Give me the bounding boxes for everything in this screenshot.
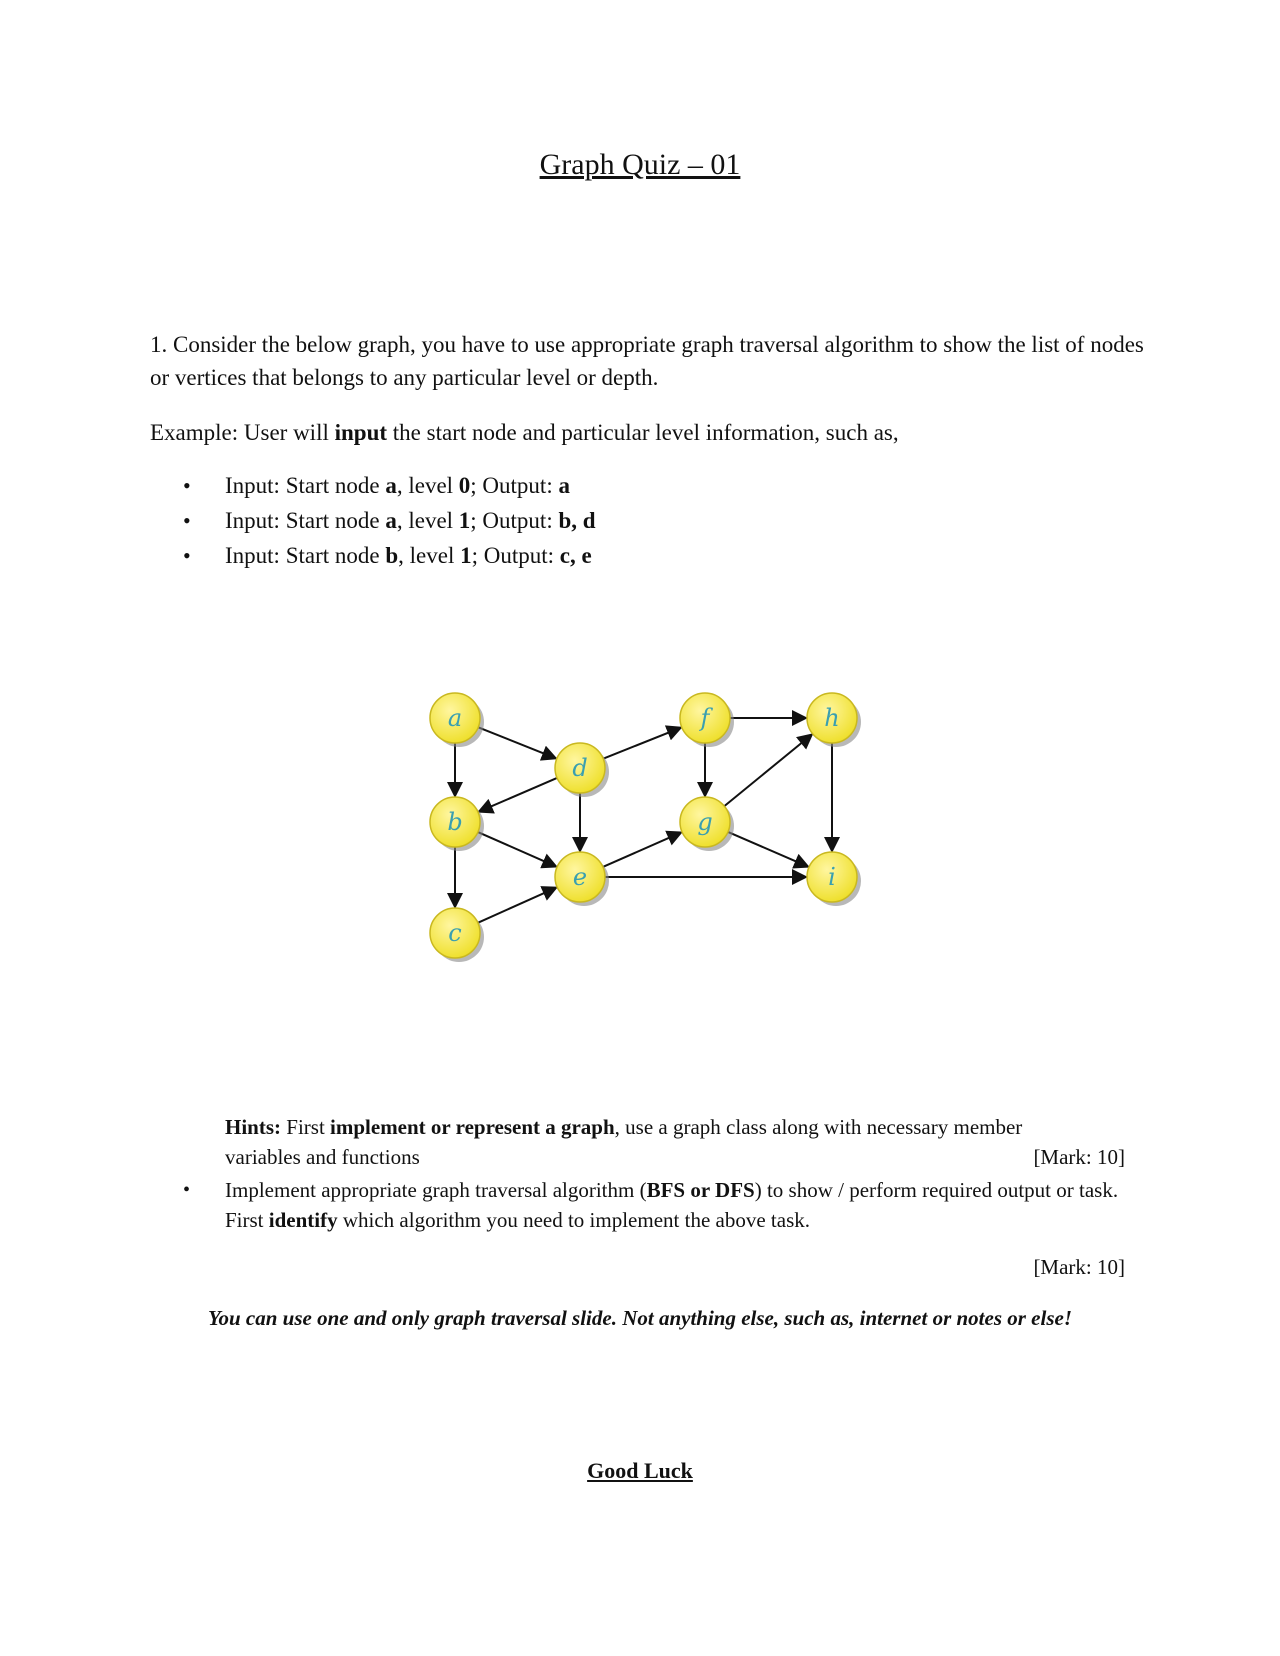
edge-d-f (603, 728, 681, 759)
list-item: • Implement appropriate graph traversal algorithm (BFS or DFS) to show / perform required output or task. First identify which algorithm you need to implement the above task. (150, 1175, 1125, 1235)
example-pre: Example: User will (150, 420, 335, 445)
node-label-d: d (572, 754, 588, 782)
node-h (807, 693, 861, 747)
example-bold: input (334, 420, 388, 445)
node-d (555, 743, 609, 797)
mark-label: [Mark: 10] (1033, 1145, 1125, 1169)
edge-c-e (478, 888, 556, 923)
node-label-g: g (697, 808, 713, 836)
node-a (430, 693, 484, 747)
hints-block (225, 1112, 1125, 1172)
node-f (680, 693, 734, 747)
node-c (430, 908, 484, 962)
node-b (430, 797, 484, 851)
page-title: Graph Quiz – 01 (539, 148, 741, 181)
edge-g-i (728, 832, 808, 867)
instruction-note: You can use one and only graph traversal slide. Not anything else, such as, internet or notes or else! (207, 1306, 1072, 1330)
edge-a-d (478, 727, 556, 758)
node-label-f: f (700, 704, 710, 732)
node-label-b: b (447, 808, 463, 836)
example-post: the start node and particular level information, such as, (387, 420, 899, 445)
node-label-h: h (824, 704, 840, 732)
hints-line-1: Hints: First implement or represent a graph, use a graph class along with necessary member (225, 1115, 1023, 1139)
hints-line-2: variables and functions [Mark: 10] (225, 1142, 1125, 1172)
list-item: • Input: Start node a, level 1; Output: b, d (150, 503, 1150, 538)
node-label-e: e (572, 863, 588, 891)
question-text: 1. Consider the below graph, you have to use appropriate graph traversal algorithm to show the list of nodes or vertices that belongs to any particular level or depth. (150, 332, 1144, 390)
edge-b-e (478, 832, 556, 866)
node-i (807, 852, 861, 906)
list-item: • Input: Start node b, level 1; Output: c, e (150, 538, 1150, 573)
edge-g-h (724, 734, 812, 806)
bullet-dot: • (183, 1179, 191, 1201)
node-label-c: c (448, 919, 462, 947)
list-item: • Input: Start node a, level 0; Output: a (150, 468, 1150, 503)
good-luck: Good Luck (587, 1458, 693, 1483)
node-label-a: a (447, 704, 463, 732)
node-label-i: i (828, 863, 836, 891)
edge-e-g (603, 832, 681, 866)
node-e (555, 852, 609, 906)
hints-label: Hints: (225, 1115, 282, 1139)
mark-label: [Mark: 10] (1033, 1255, 1125, 1279)
edge-d-b (479, 778, 557, 812)
